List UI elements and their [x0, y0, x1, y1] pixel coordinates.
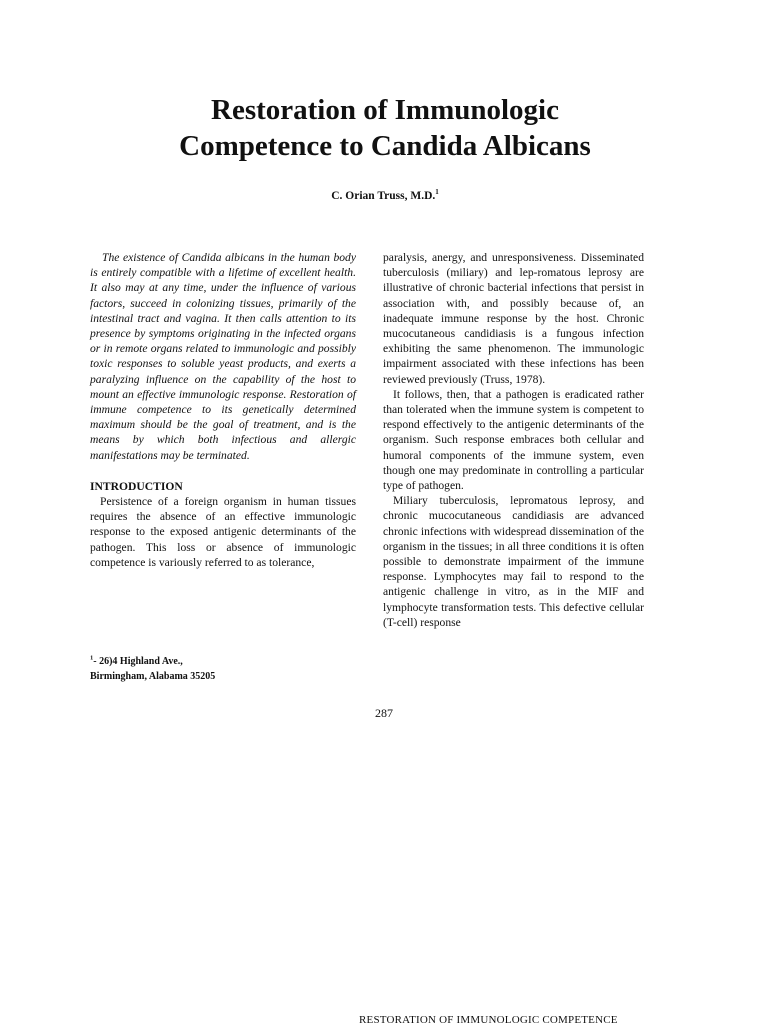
- running-header: RESTORATION OF IMMUNOLOGIC COMPETENCE: [359, 1014, 618, 1026]
- footnote-line-2: Birmingham, Alabama 35205: [90, 671, 216, 682]
- footnote-line-1: [90, 654, 356, 669]
- article-title-line-2: Competence to Candida Albicans: [179, 130, 591, 162]
- body-paragraph-2: It follows, then, that a pathogen is eradicated rather than tolerated when the immune system is competent to respond effectively to the antigenic determinants of the organism. Such response embraces both cellular and humoral components of the immune system, even though one may predominate in controlling a particular type of pathogen.: [383, 387, 644, 493]
- author-footnote-marker: 1: [435, 188, 439, 197]
- footnote-marker: 1: [90, 654, 94, 662]
- body-paragraph-3: Miliary tuberculosis, lepromatous leprosy, and chronic mucocutaneous candidiasis are advanced chronic infections with widespread dissemination of the organism in the tissues; in all three conditions it is often possible to demonstrate impairment of the immune response. Lymphocytes may fail to respond to the antigenic challenge in vitro, as in the MIF and lymphocyte transformation tests. This defective cellular (T-cell) response: [383, 494, 644, 629]
- author-affiliation-footnote: [90, 654, 356, 684]
- left-column: [90, 250, 356, 570]
- page-number: 287: [375, 706, 393, 720]
- body-paragraph-continued: paralysis, anergy, and unresponsiveness. Disseminated tuberculosis (miliary) and lep-romatous leprosy are illustrative of chronic bacterial infections that persist in association with, and possibly because of, an inadequate immune response by the host. Chronic mucocutaneous candidiasis is a fungous infection exhibiting the same phenomenon. The immunologic impairment associated with these infections has been reviewed previously (Truss, 1978).: [383, 251, 644, 386]
- introduction-paragraph-1: Persistence of a foreign organism in human tissues requires the absence of an effective immunologic response to the exposed antigenic determinants of the pathogen. This loss or absence of immunologic competence is variously referred to as tolerance,: [90, 495, 356, 569]
- introduction-heading: INTRODUCTION: [90, 479, 183, 493]
- author-name: C. Orian Truss, M.D.: [331, 190, 436, 202]
- article-title: [100, 92, 670, 164]
- right-column: [383, 250, 644, 630]
- author-byline: [100, 190, 670, 202]
- article-title-line-1: Restoration of Immunologic: [211, 94, 559, 126]
- abstract-paragraph: The existence of Candida albicans in the human body is entirely compatible with a lifetime of excellent health. It also may at any time, under the influence of various factors, succeed in colonizing tissues, primarily of the intestinal tract and vagina. It then calls attention to its presence by symptoms originating in the infected organs or in remote organs related to immunologic and possibly toxic responses to soluble yeast products, and exerts a paralyzing influence on the capability of the host to mount an effective immunologic response. Restoration of immune competence to its genetically determined maximum should be the goal of treatment, and is the means by which both infectious and allergic manifestations may be terminated.: [90, 251, 356, 462]
- footnote-address: - 26)4 Highland Ave.,: [93, 656, 183, 667]
